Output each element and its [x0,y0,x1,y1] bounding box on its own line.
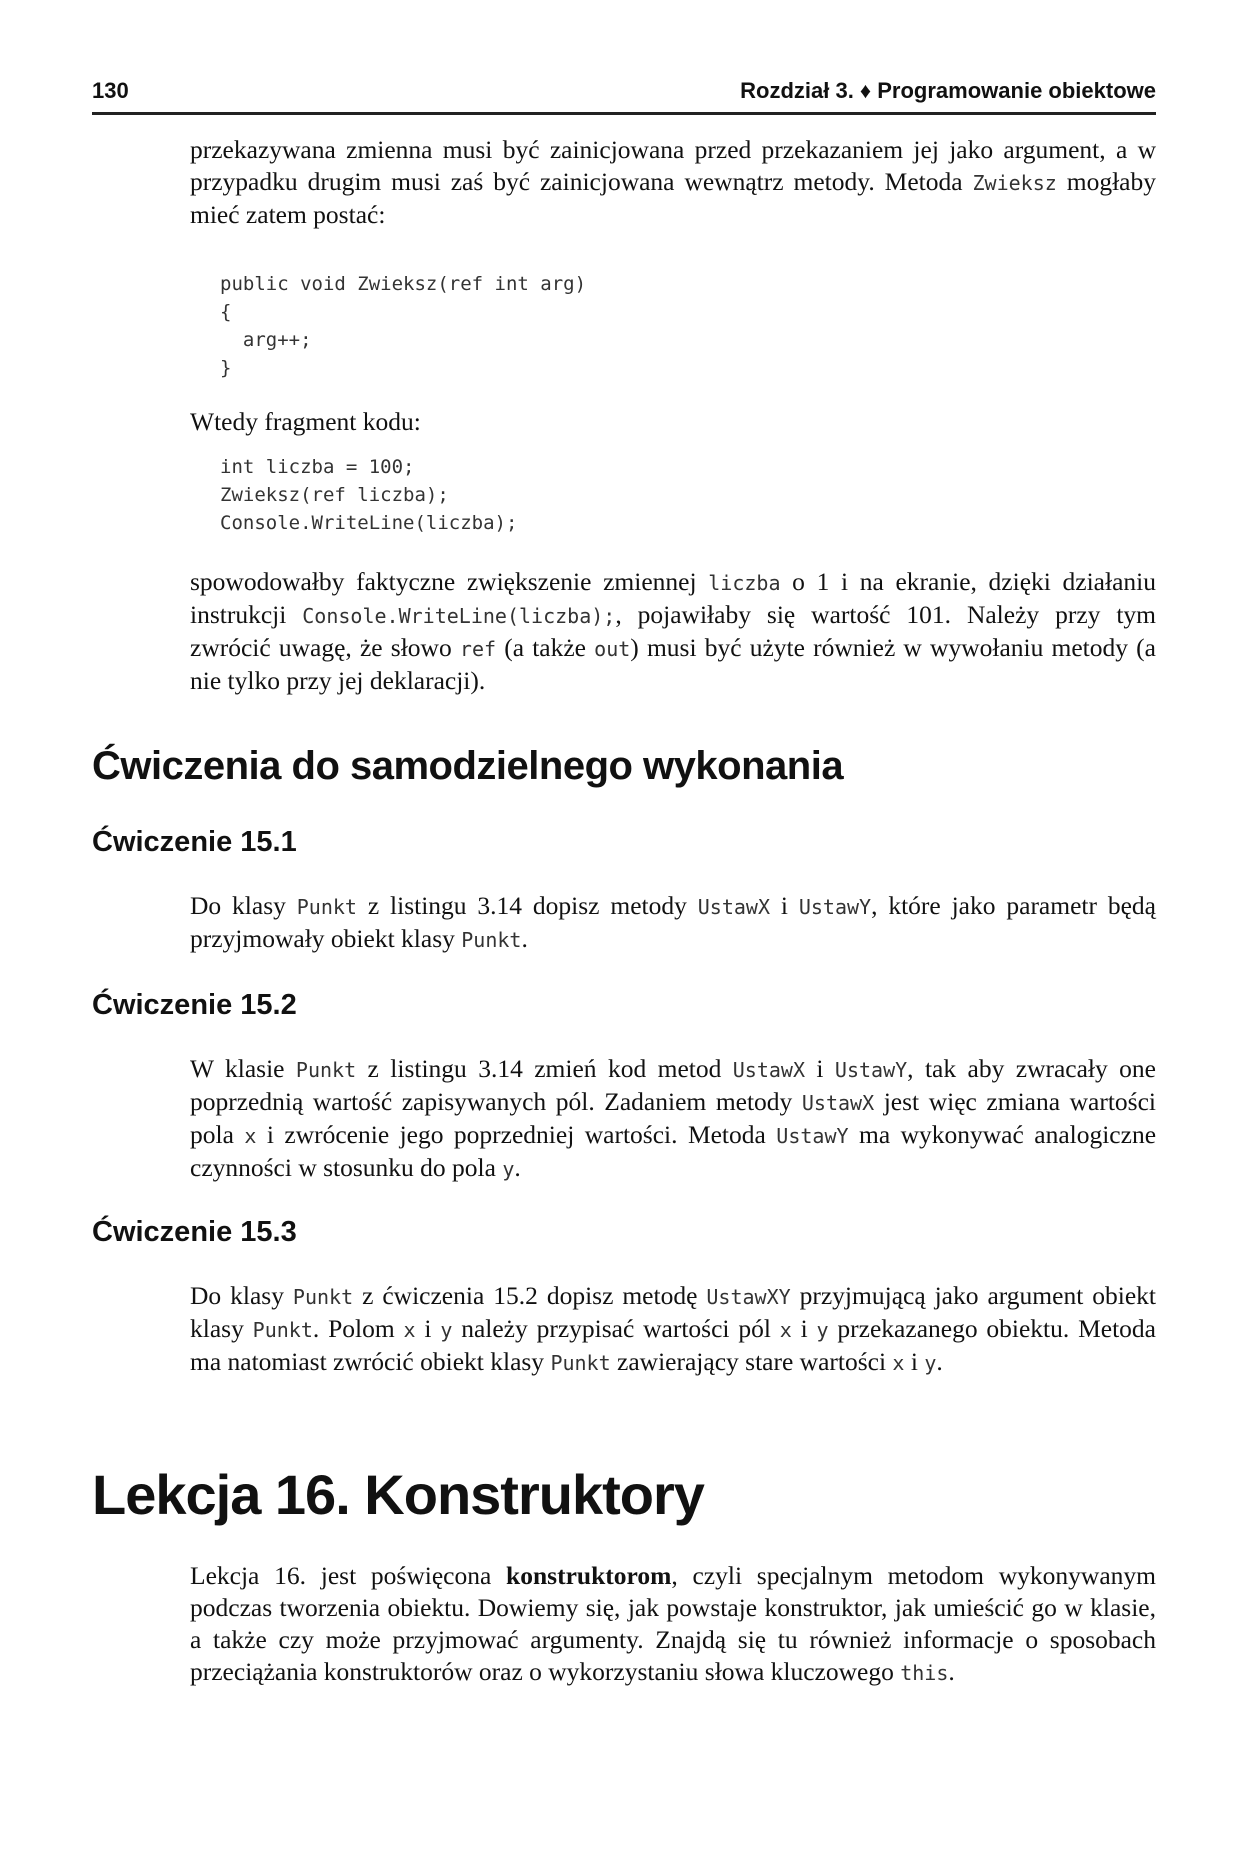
code-inline: UstawX [732,1058,806,1082]
exercise-text [190,1053,1156,1185]
text-span: mogłaby mieć zatem postać: [190,167,1156,229]
code-inline: y [440,1318,453,1342]
code-inline: out [594,637,631,661]
code-inline: Punkt [292,1285,354,1309]
text-span: , które jako parametr będą przyjmowały obiekt klasy [190,891,1156,953]
text-span: przekazywana zmienna musi być zainicjowana przed przekazaniem jej jako argument, a w przypadku drugim musi zaś być zainicjowana wewnątrz metody. Metoda [190,135,1156,196]
text-span: ) musi być użyte również w wywołaniu metody (a nie tylko przy jej deklaracji). [190,633,1156,695]
code-inline: UstawX [801,1091,875,1115]
text-span: zawierający stare wartości [610,1347,893,1376]
running-title: Rozdział 3. ♦ Programowanie obiektowe [740,78,1156,103]
paragraph-intro [190,134,1156,231]
text-span: spowodowałby faktyczne zwiększenie zmiennej [190,567,709,596]
code-block-method [220,270,586,382]
text-span: i [415,1314,441,1343]
code-inline: liczba [708,571,781,595]
text-span: jest więc zmiana wartości pola [190,1087,1156,1149]
code-inline: y [816,1318,829,1342]
text-span: i [904,1347,925,1376]
text-span: należy przypisać wartości pól [452,1314,780,1343]
text-span: . [948,1657,955,1686]
text-span: o 1 i na ekranie, dzięki działaniu instrukcji [190,567,1156,629]
text-span: ma wykonywać analogiczne czynności w stosunku do pola [190,1120,1157,1182]
text-span: i [769,891,799,920]
exercise-text [190,890,1156,956]
code-line: arg++; [220,329,312,351]
code-line: Console.WriteLine(liczba); [220,512,518,534]
code-inline: ref [459,637,497,661]
text-span: przekazanego obiektu. Metoda ma natomiast zwrócić obiekt klasy [190,1314,1156,1376]
text-span: Do klasy [190,1281,293,1310]
code-inline: x [779,1318,792,1342]
code-inline: x [892,1351,905,1375]
code-inline: UstawXY [706,1285,791,1309]
text-span: . Polom [312,1314,404,1343]
exercise-text [190,1280,1156,1379]
code-inline: x [244,1124,257,1148]
bold-term: konstruktorom [506,1561,672,1590]
text-span: i [805,1054,835,1083]
code-inline: Zwieksz [972,171,1057,195]
code-inline: UstawY [776,1124,849,1148]
text-span: przyjmującą jako argument obiekt klasy [190,1281,1156,1343]
text-span: i zwrócenie jego poprzedniej wartości. Metoda [256,1120,777,1149]
lesson-intro [190,1560,1156,1689]
text-span: i [791,1314,817,1343]
code-line: public void Zwieksz(ref int arg) [220,273,587,295]
code-inline: this [900,1661,949,1685]
text-span: , tak aby zwracały one poprzednią wartość zapisywanych pól. Zadaniem metody [190,1054,1156,1116]
code-line: int liczba = 100; [220,456,415,478]
text-span: (a także [496,633,595,662]
text-span: . [936,1347,943,1376]
code-inline: Punkt [461,928,522,952]
lesson-title: Lekcja 16. Konstruktory [92,1463,704,1526]
code-inline: Punkt [550,1351,611,1375]
code-inline: x [403,1318,416,1342]
code-line: } [220,357,232,379]
text-span: Lekcja 16. jest poświęcona [190,1561,507,1590]
code-inline: y [924,1351,937,1375]
code-inline: y [502,1157,515,1181]
code-inline: Punkt [252,1318,313,1342]
code-block-call [220,453,517,537]
text-span: z listingu 3.14 zmień kod metod [356,1054,733,1083]
exercise-heading: Ćwiczenie 15.2 [92,989,297,1021]
exercise-heading: Ćwiczenie 15.1 [92,826,297,858]
text-span: z listingu 3.14 dopisz metody [356,891,698,920]
paragraph-explanation [190,566,1156,697]
text-span: Do klasy [190,891,297,920]
page-header [92,76,1156,115]
text-span: , pojawiłaby się wartość 101. Należy przy tym zwrócić uwagę, że słowo [190,600,1156,662]
code-line: { [220,301,232,323]
code-inline: UstawY [798,895,872,919]
section-heading: Ćwiczenia do samodzielnego wykonania [92,744,844,788]
text-span: , czyli specjalnym metodom wykonywanym podczas tworzenia obiektu. Dowiemy się, jak powstaje konstruktor, jak umieścić go w klasie, a także czy może przyjmować argumenty. Znajdą się tu również informacje o sposobach przeciążania konstruktorów oraz o wykorzystaniu słowa kluczowego [190,1561,1156,1686]
code-inline: UstawY [834,1058,908,1082]
paragraph-fragment: Wtedy fragment kodu: [190,407,421,436]
code-inline: UstawX [697,895,770,919]
text-span: . [514,1153,521,1182]
text-span: W klasie [190,1054,296,1083]
text-span: z ćwiczenia 15.2 dopisz metodę [353,1281,707,1310]
code-inline: Punkt [295,1058,357,1082]
code-line: Zwieksz(ref liczba); [220,484,449,506]
exercise-heading: Ćwiczenie 15.3 [92,1216,297,1248]
code-inline: Punkt [296,895,357,919]
text-span: . [521,924,528,953]
code-inline: Console.WriteLine(liczba); [302,604,616,628]
page-number: 130 [92,78,129,103]
